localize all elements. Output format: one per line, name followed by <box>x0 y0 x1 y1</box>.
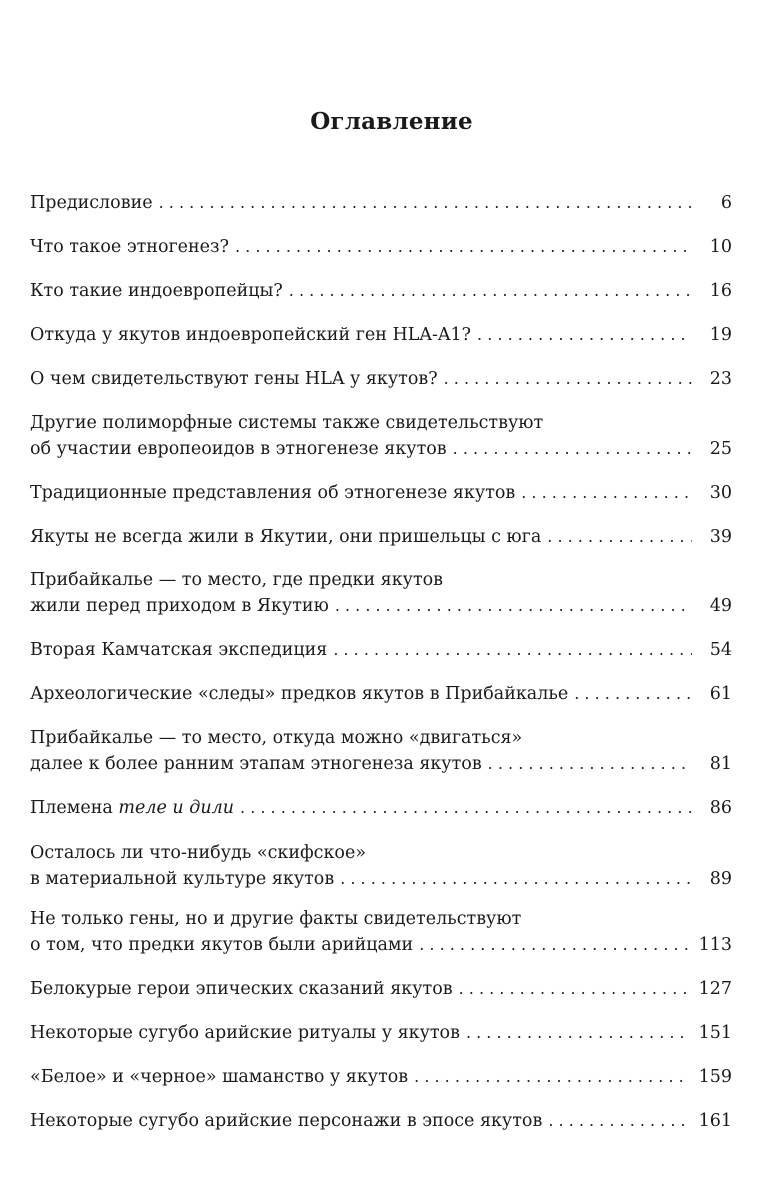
toc-entry <box>30 637 732 663</box>
toc-entry <box>30 976 732 1002</box>
dot-leader <box>444 366 692 392</box>
toc-entry <box>30 681 732 707</box>
toc-entry-title <box>30 480 515 506</box>
toc-entry-last-line <box>30 593 732 619</box>
toc-entry-text: Вторая Камчатская экспедиция <box>30 640 328 660</box>
dot-leader <box>574 681 692 707</box>
toc-entry <box>30 524 732 550</box>
dot-leader <box>466 1020 689 1046</box>
toc-entry-text: Кто такие индоевропейцы? <box>30 281 283 301</box>
dot-leader <box>159 190 692 216</box>
page-number: 25 <box>709 439 732 459</box>
toc-entry-text: Что такое этногенез? <box>30 237 229 257</box>
toc-entry-last-line <box>30 1020 732 1046</box>
toc-entry-title <box>30 593 329 619</box>
page-number: 19 <box>709 325 732 345</box>
toc-entry <box>30 725 732 777</box>
toc-entry-text: О чем свидетельствуют гены HLA у якутов? <box>30 369 438 389</box>
toc-entry-title <box>30 681 568 707</box>
toc-entry-text: в материальной культуре якутов <box>30 869 335 889</box>
dot-leader <box>335 593 692 619</box>
toc-entry-last-line <box>30 234 732 260</box>
page-number: 161 <box>698 1111 732 1131</box>
toc-entry-text: Предисловие <box>30 193 153 213</box>
page-number: 30 <box>709 483 732 503</box>
page-number: 54 <box>709 640 732 660</box>
toc-entry <box>30 795 732 821</box>
toc-entry <box>30 1064 732 1090</box>
toc-entry <box>30 190 732 216</box>
toc-entry-text: жили перед приходом в Якутию <box>30 596 329 616</box>
toc-entry-line: Прибайкалье — то место, где предки якутов <box>30 570 444 590</box>
page-number: 49 <box>709 596 732 616</box>
toc-entry-text: Белокурые герои эпических сказаний якутов <box>30 979 453 999</box>
page-number: 127 <box>698 979 732 999</box>
page-number: 39 <box>709 527 732 547</box>
toc-entry-last-line <box>30 480 732 506</box>
page-number: 61 <box>709 684 732 704</box>
page-number: 86 <box>709 798 732 818</box>
toc-entry-last-line <box>30 681 732 707</box>
toc-entry-title <box>30 637 327 663</box>
page-number: 23 <box>709 369 732 389</box>
toc-entry-last-line <box>30 278 732 304</box>
toc-entry-line: Прибайкалье — то место, откуда можно «двигаться» <box>30 728 523 748</box>
toc-entry-last-line <box>30 190 732 216</box>
toc-entry-title <box>30 322 471 348</box>
toc-entry-text: Некоторые сугубо арийские персонажи в эпосе якутов <box>30 1111 543 1131</box>
toc-entry <box>30 410 732 462</box>
toc-entry-text: далее к более ранним этапам этногенеза якутов <box>30 754 482 774</box>
toc-entry <box>30 906 732 958</box>
dot-leader <box>453 436 692 462</box>
toc-entry-line: Осталось ли что-нибудь «скифское» <box>30 843 367 863</box>
page-number: 113 <box>698 935 732 955</box>
toc-entry <box>30 322 732 348</box>
page-number: 10 <box>709 237 732 257</box>
toc-entry-last-line <box>30 322 732 348</box>
toc-entry-title <box>30 436 447 462</box>
toc-entry-text: Традиционные представления об этногенезе якутов <box>30 483 516 503</box>
toc-entry-title <box>30 1064 408 1090</box>
toc-entry-title <box>30 524 541 550</box>
page-number: 16 <box>709 281 732 301</box>
dot-leader <box>547 524 692 550</box>
toc-entry-last-line <box>30 1108 732 1134</box>
toc-entry-last-line <box>30 795 732 821</box>
page-number: 89 <box>709 869 732 889</box>
page-number: 159 <box>698 1067 732 1087</box>
toc-entry-last-line <box>30 751 732 777</box>
toc-entry-text: Якуты не всегда жили в Якутии, они пришельцы с юга <box>30 527 542 547</box>
toc-entry-title <box>30 278 283 304</box>
toc-entry-title <box>30 976 453 1002</box>
toc-entry-text: «Белое» и «черное» шаманство у якутов <box>30 1067 409 1087</box>
toc-entry-text: об участии европеоидов в этногенезе якутов <box>30 439 447 459</box>
dot-leader <box>521 480 692 506</box>
toc-entry-text: Некоторые сугубо арийские ритуалы у якутов <box>30 1023 460 1043</box>
toc-entry-title <box>30 190 153 216</box>
toc-entry <box>30 1020 732 1046</box>
dot-leader <box>548 1108 688 1134</box>
dot-leader <box>477 322 692 348</box>
toc-entry-title <box>30 795 234 821</box>
toc-entry-last-line <box>30 524 732 550</box>
toc-entry-last-line <box>30 1064 732 1090</box>
toc-entry-last-line <box>30 866 732 892</box>
dot-leader <box>340 866 692 892</box>
toc-entry-title <box>30 751 482 777</box>
toc-entry <box>30 234 732 260</box>
toc-entry-title <box>30 1020 460 1046</box>
dot-leader <box>240 795 692 821</box>
toc-entry <box>30 1108 732 1134</box>
toc-entry-title <box>30 234 229 260</box>
dot-leader <box>414 1064 688 1090</box>
toc-entry-title <box>30 866 334 892</box>
dot-leader <box>333 637 692 663</box>
toc-entry-last-line <box>30 366 732 392</box>
dot-leader <box>289 278 692 304</box>
toc-entry <box>30 840 732 892</box>
toc-entry-text: о том, что предки якутов были арийцами <box>30 935 414 955</box>
page-number: 6 <box>720 193 732 213</box>
toc-entry-title <box>30 366 438 392</box>
toc-entry <box>30 366 732 392</box>
toc-entry <box>30 567 732 619</box>
toc-entry-text: Откуда у якутов индоевропейский ген HLA-A1? <box>30 325 472 345</box>
toc-entry-line: Не только гены, но и другие факты свидетельствуют <box>30 909 522 929</box>
dot-leader <box>459 976 689 1002</box>
toc-entry-title <box>30 1108 542 1134</box>
toc-entry-last-line <box>30 637 732 663</box>
toc-entry-text: Археологические «следы» предков якутов в Прибайкалье <box>30 684 569 704</box>
dot-leader <box>235 234 692 260</box>
dot-leader <box>488 751 692 777</box>
toc-entry-italic-text: теле и дили <box>118 798 235 818</box>
page-number: 81 <box>709 754 732 774</box>
page-title: Оглавление <box>310 108 473 135</box>
page-number: 151 <box>698 1023 732 1043</box>
toc-entry-last-line <box>30 976 732 1002</box>
toc-entry-line: Другие полиморфные системы также свидетельствуют <box>30 413 544 433</box>
toc-entry-text: Племена <box>30 798 113 818</box>
toc-entry <box>30 278 732 304</box>
toc-entry-last-line <box>30 436 732 462</box>
dot-leader <box>419 932 688 958</box>
toc-entry-last-line <box>30 932 732 958</box>
toc-entry <box>30 480 732 506</box>
toc-entry-title <box>30 932 413 958</box>
